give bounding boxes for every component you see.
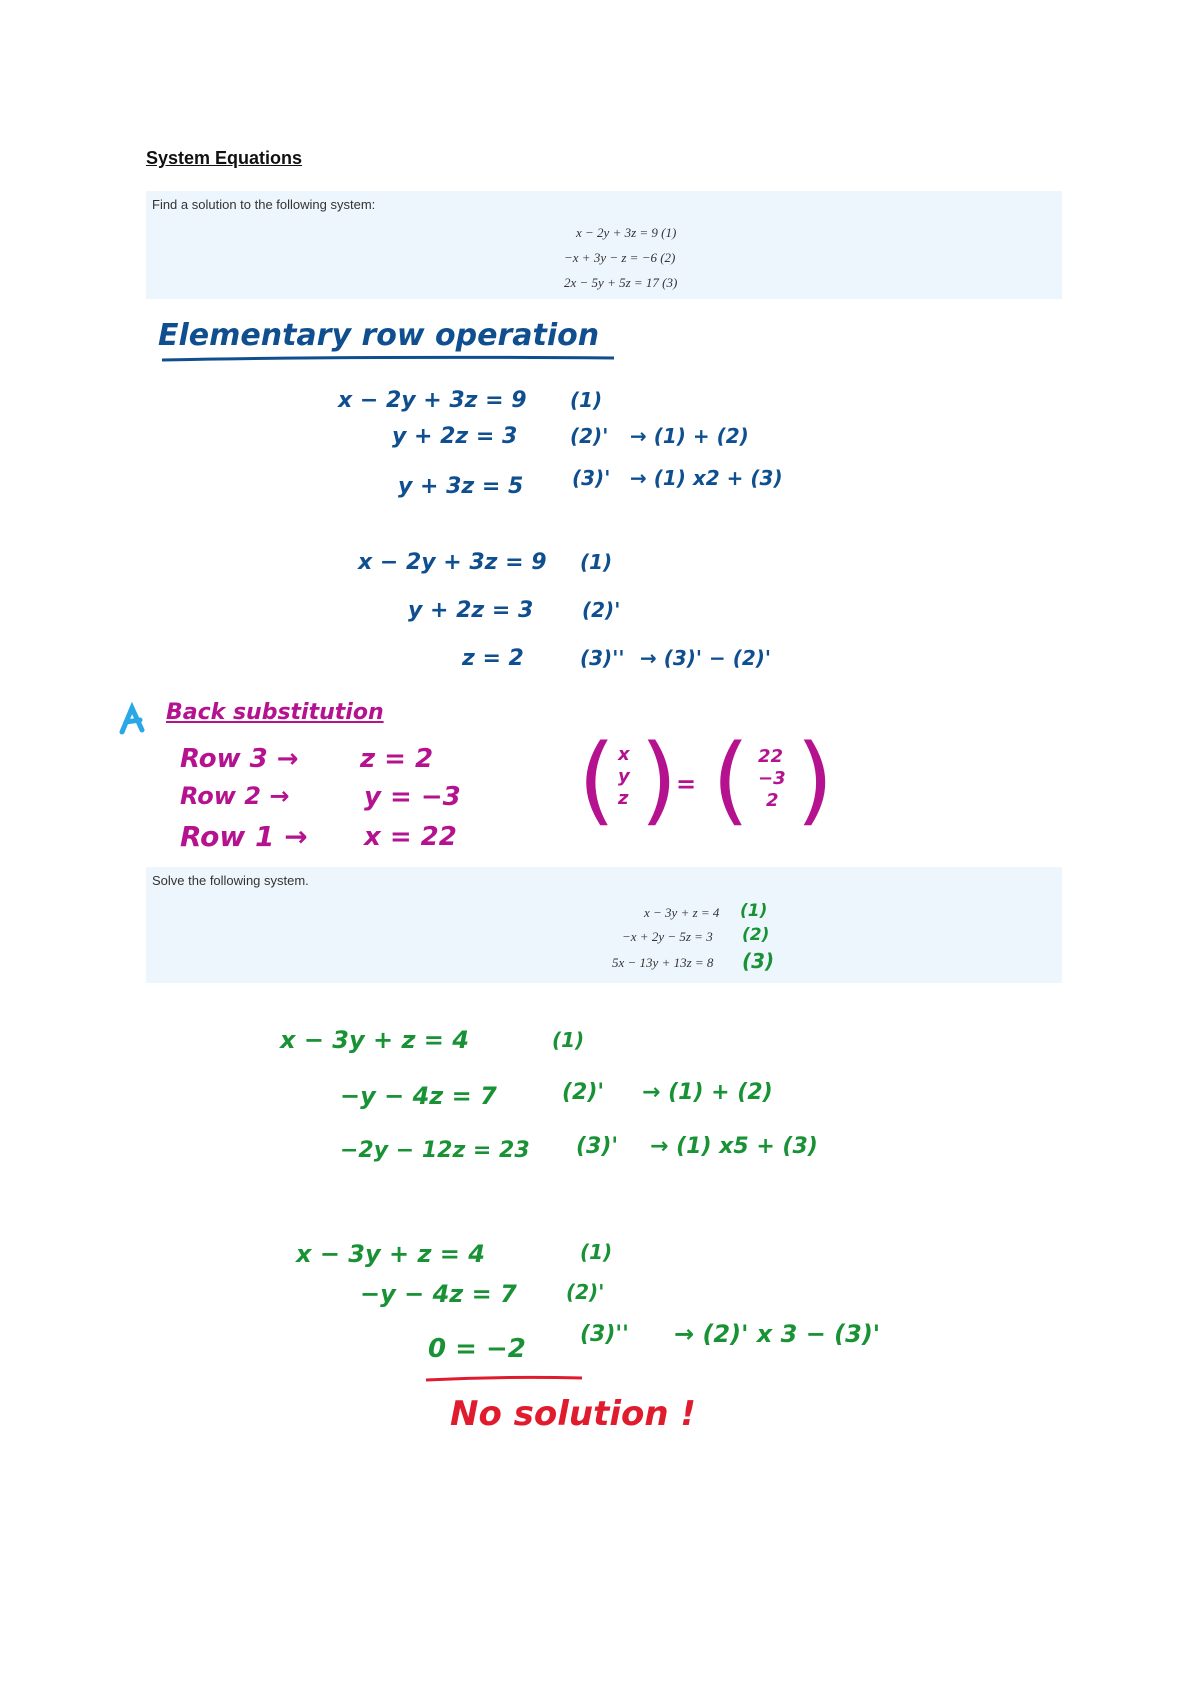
work1-step1-eq: y + 3z = 5 xyxy=(398,474,524,499)
work2-step2-tag: (1) xyxy=(580,1240,613,1264)
vector-equals: = xyxy=(676,770,697,798)
work2-step1-tag: (1) xyxy=(552,1028,585,1052)
work1-step2-tag: (2)' xyxy=(582,598,621,622)
right-paren: ) xyxy=(796,724,834,836)
work1-step2-tag: (3)'' xyxy=(580,646,625,670)
back-row-label: Row 2 → xyxy=(180,782,290,810)
work1-step2-op: → (3)' − (2)' xyxy=(640,646,772,670)
work2-step2-tag: (3)'' xyxy=(580,1322,629,1347)
work2-step1-eq: x − 3y + z = 4 xyxy=(280,1026,469,1054)
back-substitution-heading: Back substitution xyxy=(166,700,384,725)
vector-left-entry: x xyxy=(618,744,630,765)
pen-mark-icon xyxy=(116,702,150,736)
work2-step1-tag: (3)' xyxy=(576,1134,619,1159)
work1-step2-eq: z = 2 xyxy=(462,646,524,671)
left-paren: ( xyxy=(578,724,616,836)
work1-step2-eq: y + 2z = 3 xyxy=(408,598,534,623)
back-row-value: x = 22 xyxy=(364,822,457,852)
work2-step2-op: → (2)' x 3 − (3)' xyxy=(674,1320,881,1348)
problem-2-tag: (2) xyxy=(742,925,770,945)
vector-right-entry: −3 xyxy=(758,768,786,789)
vector-right-entry: 2 xyxy=(766,790,779,811)
problem-2-tag: (3) xyxy=(742,949,775,973)
work1-step2-eq: x − 2y + 3z = 9 xyxy=(358,550,547,575)
result-underline xyxy=(424,1374,584,1384)
work1-step1-eq: y + 2z = 3 xyxy=(392,424,518,449)
work1-step1-eq: x − 2y + 3z = 9 xyxy=(338,388,527,413)
work2-step1-op: → (1) x5 + (3) xyxy=(650,1134,818,1159)
work2-step1-eq: −2y − 12z = 23 xyxy=(340,1138,530,1163)
work2-step2-eq: −y − 4z = 7 xyxy=(360,1280,517,1308)
back-row-value: y = −3 xyxy=(364,782,461,812)
problem-2-box xyxy=(146,867,1062,983)
work1-step1-tag: (2)' xyxy=(570,424,609,448)
work2-step1-eq: −y − 4z = 7 xyxy=(340,1082,497,1110)
work1-step1-tag: (1) xyxy=(570,388,603,412)
vector-right-entry: 22 xyxy=(758,746,784,767)
work2-step2-eq: 0 = −2 xyxy=(428,1334,526,1364)
work1-step1-op: → (1) + (2) xyxy=(630,424,749,448)
problem-2-intro: Solve the following system. xyxy=(152,873,309,888)
problem-1-intro: Find a solution to the following system: xyxy=(152,197,376,212)
work2-step1-tag: (2)' xyxy=(562,1080,605,1105)
problem-1-equation: −x + 3y − z = −6 (2) xyxy=(564,250,676,265)
vector-left-entry: z xyxy=(618,788,629,809)
left-paren: ( xyxy=(712,724,750,836)
problem-1-box xyxy=(146,191,1062,299)
vector-left-entry: y xyxy=(618,766,630,787)
problem-2-equation: 5x − 13y + 13z = 8 xyxy=(612,955,714,970)
problem-2-equation: −x + 2y − 5z = 3 xyxy=(622,929,713,944)
heading-underline xyxy=(160,354,616,364)
back-row-label: Row 1 → xyxy=(180,820,308,853)
back-row-value: z = 2 xyxy=(360,744,434,774)
work1-step2-tag: (1) xyxy=(580,550,613,574)
work1-step1-tag: (3)' xyxy=(572,466,611,490)
no-solution-conclusion: No solution ! xyxy=(450,1394,696,1434)
work2-step1-op: → (1) + (2) xyxy=(642,1080,773,1105)
work1-step1-op: → (1) x2 + (3) xyxy=(630,466,783,490)
problem-2-tag: (1) xyxy=(740,901,768,921)
page-title: System Equations xyxy=(146,148,303,168)
work2-step2-tag: (2)' xyxy=(566,1280,605,1304)
row-operation-heading: Elementary row operation xyxy=(158,318,600,353)
back-row-label: Row 3 → xyxy=(180,744,299,774)
work2-step2-eq: x − 3y + z = 4 xyxy=(296,1240,485,1268)
problem-2-equation: x − 3y + z = 4 xyxy=(644,905,720,920)
right-paren: ) xyxy=(640,724,678,836)
problem-1-equation: 2x − 5y + 5z = 17 (3) xyxy=(564,275,678,290)
problem-1-equation: x − 2y + 3z = 9 (1) xyxy=(576,225,677,240)
